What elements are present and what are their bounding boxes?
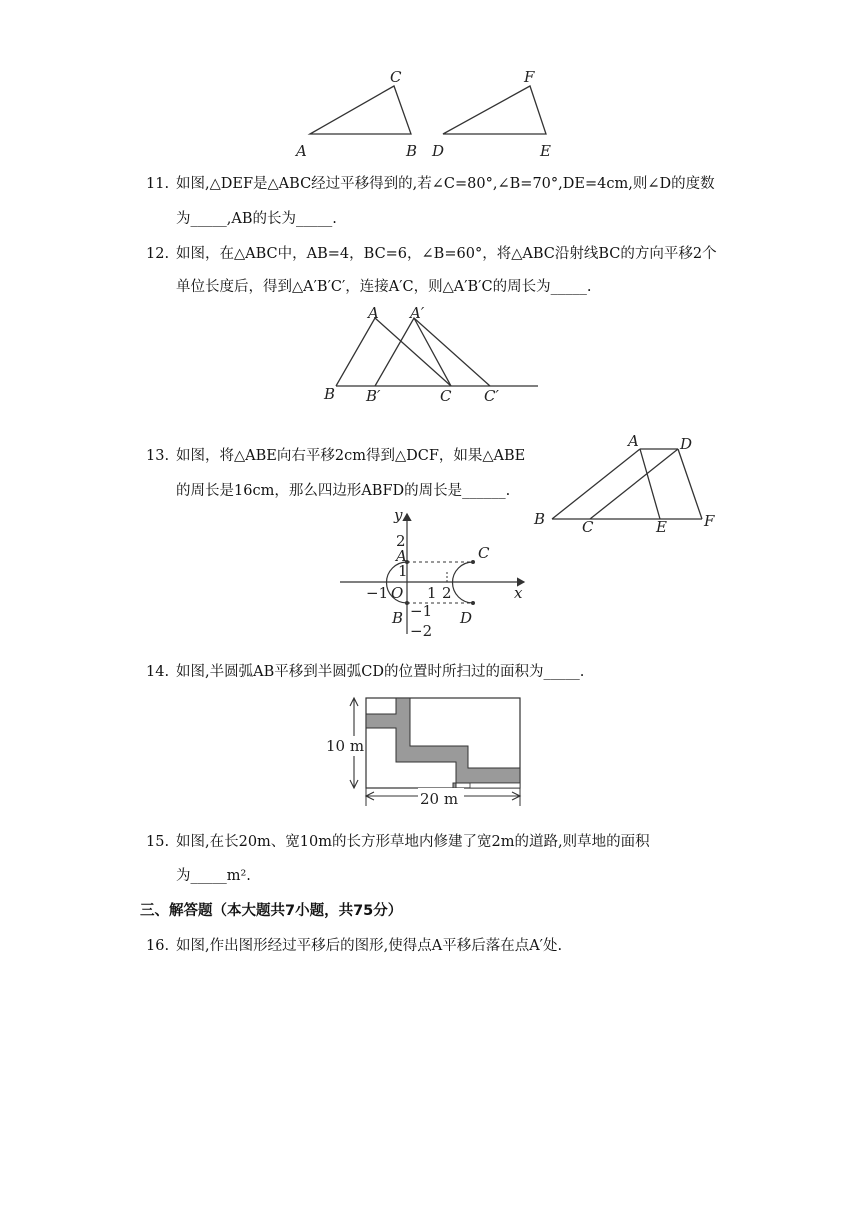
tick-y-neg2: −2	[410, 622, 433, 640]
tick-x-2: 2	[442, 584, 452, 602]
question-number: 16.	[146, 938, 170, 954]
axis-y-label: y	[394, 506, 403, 524]
question-text: 如图,半圆弧AB平移到半圆弧CD的位置时所扫过的面积为_____.	[176, 664, 585, 680]
question-13	[146, 446, 525, 466]
tick-x-1: 1	[427, 584, 437, 602]
label-C: C	[390, 68, 402, 86]
point-C: C	[478, 544, 490, 562]
point-A: A	[396, 547, 407, 565]
label-B: B	[406, 142, 418, 160]
label-C: C	[440, 387, 452, 405]
question-text: 如图，将△ABE向右平移2cm得到△DCF，如果△ABE	[176, 448, 526, 464]
question-number: 15.	[146, 834, 170, 850]
question-number: 14.	[146, 664, 170, 680]
label-F: F	[524, 68, 535, 86]
question-number: 12.	[146, 246, 170, 262]
label-E: E	[656, 518, 667, 536]
section-title: 三、解答题（本大题共7小题，共75分）	[140, 903, 403, 919]
point-B: B	[392, 609, 404, 627]
question-text: 如图,△DEF是△ABC经过平移得到的,若∠C=80°,∠B=70°,DE=4cm,则∠D的度数	[176, 176, 715, 192]
figure-q12-translation	[318, 304, 548, 408]
axis-x-label: x	[514, 584, 523, 602]
question-13-line2: 的周长是16cm，那么四边形ABFD的周长是______.	[176, 483, 511, 499]
question-text: 如图,在长20m、宽10m的长方形草地内修建了宽2m的道路,则草地的面积	[176, 834, 650, 850]
question-text: 如图，在△ABC中，AB=4，BC=6，∠B=60°，将△ABC沿射线BC的方向平移2个	[176, 246, 717, 262]
question-16	[146, 936, 562, 956]
figure-q15-lawn	[322, 694, 532, 814]
question-15-line2: 为_____m².	[176, 868, 251, 884]
figure-q11-triangles	[290, 62, 570, 162]
question-11-line2: 为_____,AB的长为_____.	[176, 211, 337, 227]
label-A: A	[296, 142, 307, 160]
figure-q13-translation	[530, 432, 730, 538]
origin-label: O	[391, 584, 404, 602]
tick-x-neg1: −1	[366, 584, 389, 602]
point-D: D	[460, 609, 473, 627]
tick-y-1: 1	[398, 562, 408, 580]
label-B-prime: B′	[366, 387, 381, 405]
figure-q14-coordinate-plane	[336, 506, 536, 642]
width-label: 20 m	[420, 790, 459, 808]
question-12	[146, 244, 717, 264]
question-number: 13.	[146, 448, 170, 464]
label-D: D	[680, 435, 693, 453]
question-14	[146, 662, 584, 682]
question-12-line2: 单位长度后，得到△A′B′C′，连接A′C，则△A′B′C的周长为_____.	[176, 279, 592, 295]
label-C-prime: C′	[484, 387, 499, 405]
label-C: C	[582, 518, 594, 536]
label-B: B	[534, 510, 546, 528]
label-A: A	[628, 432, 639, 450]
label-A: A	[368, 304, 379, 322]
label-B: B	[324, 385, 336, 403]
question-number: 11.	[146, 176, 170, 192]
tick-y-2: 2	[396, 532, 406, 550]
question-text: 如图,作出图形经过平移后的图形,使得点A平移后落在点A′处.	[176, 938, 563, 954]
question-11	[146, 174, 715, 194]
question-15	[146, 832, 650, 852]
label-E: E	[540, 142, 551, 160]
label-D: D	[432, 142, 445, 160]
height-label: 10 m	[326, 737, 365, 755]
tick-y-neg1: −1	[410, 602, 433, 620]
label-F: F	[704, 512, 715, 530]
label-A-prime: A′	[410, 304, 425, 322]
